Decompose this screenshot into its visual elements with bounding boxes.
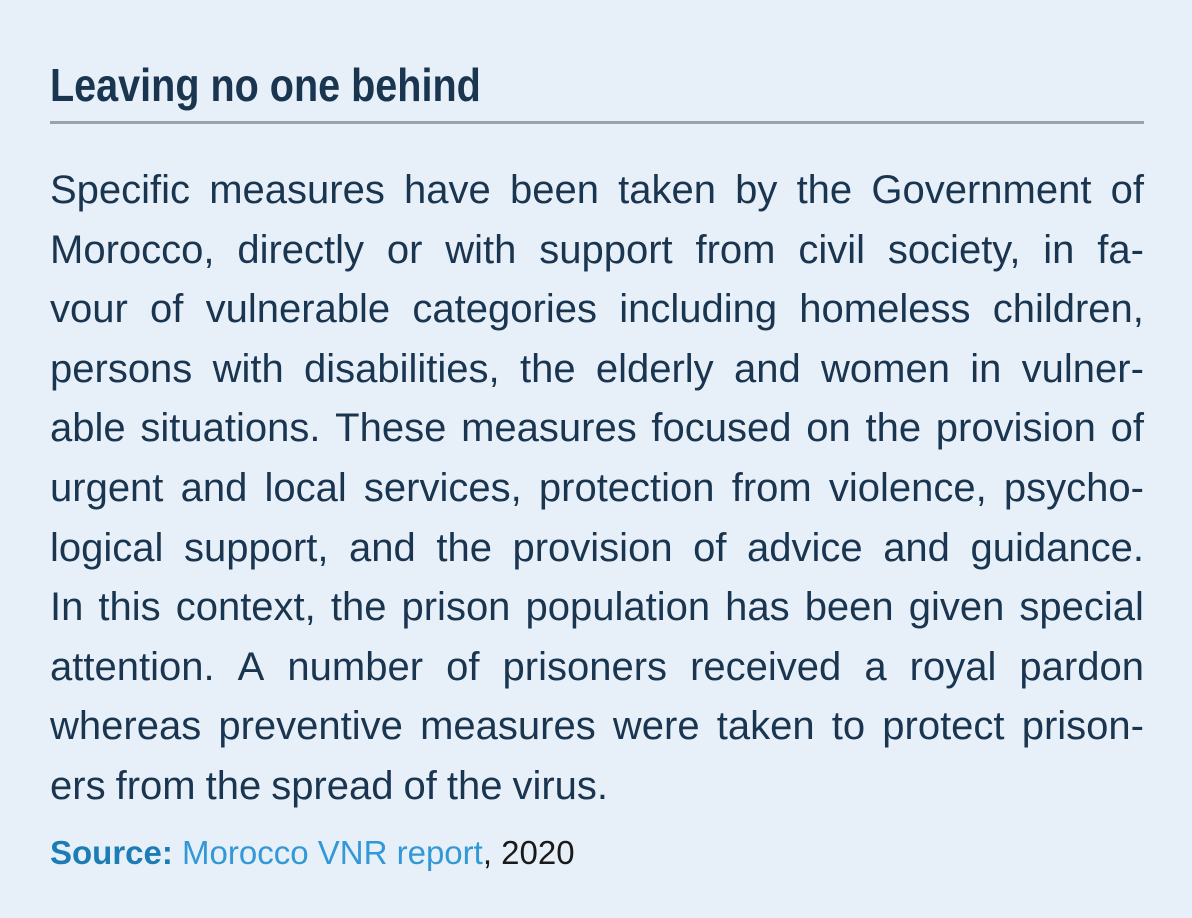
word: including <box>619 287 778 332</box>
word: the <box>205 763 262 808</box>
word: whereas <box>50 704 202 749</box>
word: has <box>725 585 790 630</box>
word: special <box>1019 585 1144 630</box>
word: of <box>403 763 437 808</box>
word: prison- <box>1021 704 1144 749</box>
paragraph-line <box>50 280 1144 340</box>
word: These <box>335 406 447 451</box>
paragraph-line <box>50 340 1144 400</box>
word: royal <box>909 644 997 689</box>
word: virus. <box>512 763 609 808</box>
word: taken <box>716 704 815 749</box>
word: protect <box>882 704 1005 749</box>
word: pardon <box>1019 644 1144 689</box>
word: or <box>386 227 423 272</box>
paragraph-line <box>50 519 1144 579</box>
paragraph-line <box>50 757 1144 817</box>
info-box <box>50 55 1144 875</box>
word: given <box>908 585 1005 630</box>
word: context, <box>175 585 316 630</box>
word: of <box>150 287 184 332</box>
word: vour <box>50 287 128 332</box>
word: with <box>212 346 284 391</box>
word: in <box>970 346 1002 391</box>
word: Government <box>871 168 1092 212</box>
word: support <box>539 227 673 272</box>
word: the <box>446 763 503 808</box>
paragraph-line <box>50 459 1144 519</box>
word: and <box>180 465 248 510</box>
word: psycho- <box>1003 465 1144 510</box>
word: the <box>519 346 576 391</box>
word: to <box>831 704 866 749</box>
word: spread <box>271 763 394 808</box>
word: number <box>287 644 424 689</box>
word: advice <box>747 525 863 570</box>
word: from <box>115 763 196 808</box>
word: civil <box>798 227 865 272</box>
word: logical <box>50 525 164 570</box>
word: violence, <box>828 465 987 510</box>
word: situations. <box>140 406 321 451</box>
word: local <box>264 465 347 510</box>
word: received <box>690 644 842 689</box>
word: taken <box>618 168 716 212</box>
word: measures <box>209 168 385 212</box>
word: prison <box>401 585 511 630</box>
paragraph-line <box>50 399 1144 459</box>
word: been <box>509 168 599 212</box>
word: and <box>883 525 950 570</box>
word: measures <box>461 406 637 451</box>
word: prisoners <box>502 644 668 689</box>
body-paragraph <box>50 161 1144 817</box>
word: measures <box>420 704 596 749</box>
word: the <box>865 406 922 451</box>
word: categories <box>412 287 597 332</box>
source-line <box>50 831 1144 875</box>
word: vulner- <box>1021 346 1144 391</box>
word: provision <box>512 525 673 570</box>
word: Morocco, <box>50 227 215 272</box>
word: directly <box>237 227 365 272</box>
word: In <box>50 585 84 630</box>
word: urgent <box>50 465 164 510</box>
word: A <box>237 644 265 689</box>
heading-divider <box>50 121 1144 124</box>
word: this <box>98 585 161 630</box>
box-heading: Leaving no one behind <box>50 59 481 111</box>
word: population <box>525 585 711 630</box>
paragraph-line <box>50 578 1144 638</box>
word: been <box>804 585 894 630</box>
word: able <box>50 406 126 451</box>
word: services, <box>363 465 522 510</box>
word: have <box>404 168 491 212</box>
word: attention. <box>50 644 215 689</box>
word: guidance. <box>970 525 1144 570</box>
word: of <box>1110 406 1144 451</box>
word: the <box>330 585 387 630</box>
word: elderly <box>595 346 714 391</box>
word: women <box>821 346 950 391</box>
word: children, <box>992 287 1144 332</box>
word: from <box>695 227 776 272</box>
source-link[interactable]: Morocco VNR report <box>182 833 483 871</box>
word: by <box>735 168 778 212</box>
word: a <box>864 644 887 689</box>
word: were <box>612 704 700 749</box>
paragraph-line <box>50 221 1144 281</box>
word: disabilities, <box>304 346 500 391</box>
word: with <box>445 227 517 272</box>
word: protection <box>538 465 715 510</box>
word: of <box>693 525 727 570</box>
word: of <box>1110 168 1144 212</box>
word: the <box>796 168 853 212</box>
word: on <box>806 406 851 451</box>
word: focused <box>651 406 792 451</box>
word: ers <box>50 763 106 808</box>
word: vulnerable <box>205 287 391 332</box>
source-year: , 2020 <box>482 833 575 871</box>
word: homeless <box>799 287 971 332</box>
word: preventive <box>218 704 403 749</box>
paragraph-line <box>50 697 1144 757</box>
paragraph-line <box>50 161 1144 221</box>
word: persons <box>50 346 193 391</box>
word: society, <box>887 227 1021 272</box>
word: Specific <box>50 168 191 212</box>
source-label: Source: <box>50 833 173 871</box>
word: fa- <box>1097 227 1144 272</box>
word: provision <box>935 406 1096 451</box>
word: and <box>349 525 416 570</box>
word: support, <box>183 525 329 570</box>
word: of <box>446 644 480 689</box>
word: in <box>1043 227 1075 272</box>
word: the <box>436 525 492 570</box>
paragraph-line <box>50 638 1144 698</box>
word: from <box>731 465 812 510</box>
word: and <box>733 346 801 391</box>
